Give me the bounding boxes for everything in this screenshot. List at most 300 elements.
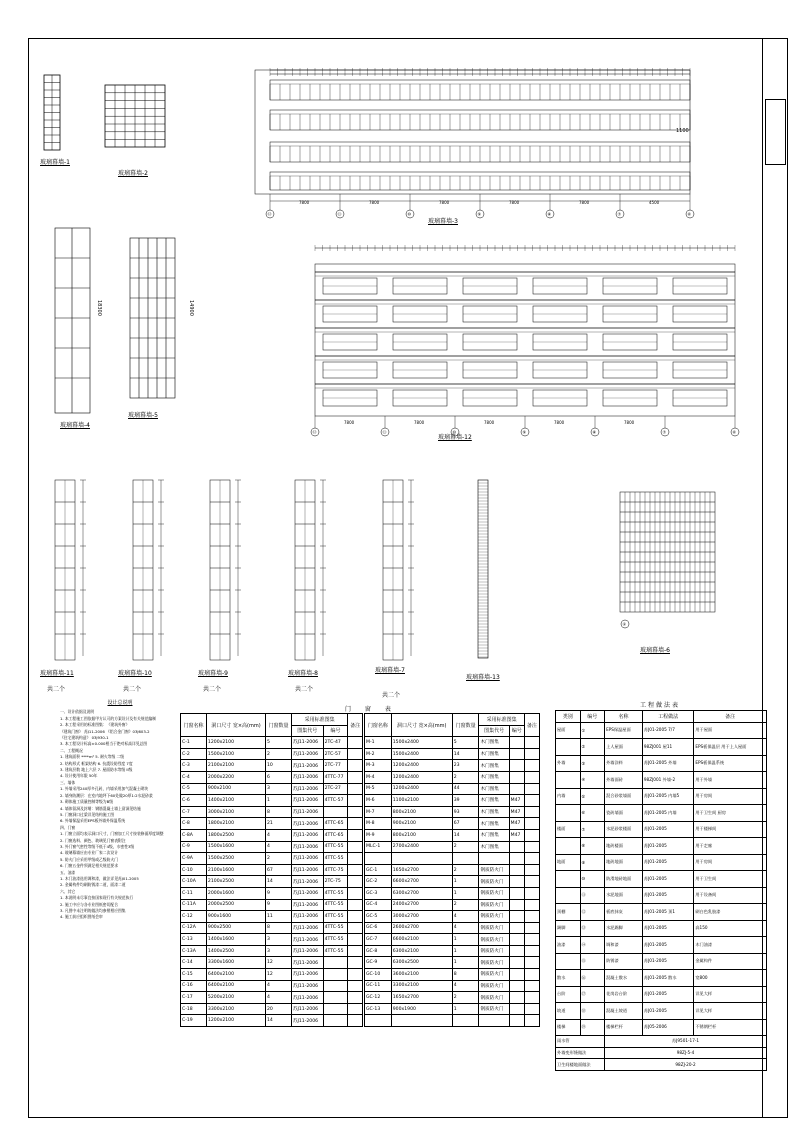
- window-table-cell: 木门图集: [479, 806, 509, 818]
- window-table-cell: M47: [509, 829, 524, 841]
- window-table-cell: [509, 853, 524, 865]
- note-line: 1. 本工程施工图依据甲方认可的方案设计及有关规范编制: [60, 715, 156, 721]
- svg-text:⑫: ⑫: [312, 429, 317, 435]
- window-table-cell: 钢质防火门: [479, 969, 509, 981]
- materials-cell: ⑱: [580, 1003, 605, 1020]
- note-line: 三、墙体: [60, 779, 76, 785]
- curtain-wall-8-elevation: [290, 480, 340, 665]
- materials-cell: 顶棚: [556, 904, 581, 921]
- materials-cell: ②: [580, 739, 605, 756]
- materials-cell: 瓷砖墙面: [605, 805, 643, 822]
- window-table-cell: M-2: [365, 748, 392, 760]
- window-table-header: 门窗数量: [265, 714, 291, 737]
- window-table-cell: 4TTC-55: [323, 945, 348, 957]
- curtain-wall-3-elevation: [245, 62, 715, 227]
- materials-cell: ⑩: [580, 871, 605, 888]
- materials-cell: 用于楼梯间: [694, 821, 767, 838]
- window-table-cell: 2400x2700: [391, 899, 452, 911]
- materials-footer-row: [556, 1059, 767, 1071]
- window-table-cell: 1200x2400: [391, 771, 452, 783]
- window-table-cell: M-9: [365, 829, 392, 841]
- window-table-cell: 1500x1600: [206, 841, 265, 853]
- window-table-cell: [524, 957, 539, 969]
- window-table-cell: [323, 806, 348, 818]
- window-table-cell: GC-5: [365, 911, 392, 923]
- window-table-row: [365, 853, 540, 865]
- window-table-cell: 1800x2500: [206, 829, 265, 841]
- window-table-cell: C-19: [181, 1015, 207, 1027]
- materials-cell: [556, 772, 581, 789]
- window-table-cell: 12: [265, 969, 291, 981]
- materials-cell: 地面: [556, 854, 581, 871]
- window-table-cell: [524, 748, 539, 760]
- curtain-wall-9-label: 玻璃幕墙-9: [198, 670, 228, 677]
- window-table-cell: [509, 922, 524, 934]
- curtain-wall-4-elevation: [50, 228, 110, 418]
- window-table-cell: 钢质防火门: [479, 992, 509, 1004]
- window-table-cell: 2: [265, 853, 291, 865]
- window-table-cell: [348, 911, 363, 923]
- materials-cell: 板底抹灰: [605, 904, 643, 921]
- note-line: 5. 门窗洞口过梁详见结构施工图: [60, 811, 115, 817]
- window-table-cell: GC-7: [365, 934, 392, 946]
- window-table-cell: 14: [265, 1015, 291, 1027]
- window-table-cell: C-17: [181, 992, 207, 1004]
- curtain-wall-12-label: 玻璃幕墙-12: [438, 434, 472, 441]
- svg-text:⑥: ⑥: [732, 429, 737, 435]
- window-table-cell: M47: [509, 795, 524, 807]
- note-line: 1. 本说明未尽事宜按国家现行有关规范执行: [60, 895, 134, 901]
- window-table-cell: 2000x1600: [206, 887, 265, 899]
- materials-cell: 高150: [694, 920, 767, 937]
- window-table-cell: [524, 980, 539, 992]
- window-table-cell: [348, 806, 363, 818]
- window-table-cell: 苏J11-2006: [291, 771, 323, 783]
- materials-cell: [556, 887, 581, 904]
- note-line: 4. 施工前应组织图纸会审: [60, 914, 103, 920]
- window-table-cell: [524, 911, 539, 923]
- window-table-header: 门窗名称: [181, 714, 207, 737]
- window-table-row: [365, 934, 540, 946]
- window-table-cell: 2TC-77: [323, 760, 348, 772]
- window-table-cell: 20: [265, 1003, 291, 1015]
- window-table-cell: 1: [452, 934, 479, 946]
- note-line: 4. 墙体留洞及封堵：钢筋混凝土墙上留洞见结施: [60, 805, 141, 811]
- window-table-cell: 6600x2700: [391, 876, 452, 888]
- materials-cell: 98ZJ001 屋11: [642, 739, 693, 756]
- window-table-cell: M-4: [365, 771, 392, 783]
- window-table-cell: 苏J11-2006: [291, 899, 323, 911]
- window-table-cell: 1: [452, 945, 479, 957]
- note-line: 6. 外墙保温采用EPS板外墙外保温系统: [60, 818, 126, 824]
- window-table-cell: 12: [265, 957, 291, 969]
- window-table-cell: [509, 876, 524, 888]
- materials-cell: 98ZJ001 外墙-2: [642, 772, 693, 789]
- window-table-row: [181, 899, 363, 911]
- note-line: 二、工程概况: [60, 747, 83, 753]
- curtain-wall-6-label: 玻璃幕墙-6: [640, 647, 670, 654]
- window-table-subheader: 编号: [323, 725, 348, 737]
- window-table-cell: 4: [265, 992, 291, 1004]
- svg-text:⑪: ⑪: [382, 429, 387, 435]
- window-table-cell: 2: [452, 864, 479, 876]
- materials-row: [556, 970, 767, 987]
- materials-cell: 苏J01-2005: [642, 986, 693, 1003]
- window-table-cell: GC-10: [365, 969, 392, 981]
- window-table-cell: 1100x2100: [391, 795, 452, 807]
- window-table-row: [365, 945, 540, 957]
- window-table-cell: GC-3: [365, 887, 392, 899]
- materials-cell: 苏J01-2005 散水: [642, 970, 693, 987]
- window-table-cell: 2600x2700: [391, 922, 452, 934]
- window-table-cell: [348, 922, 363, 934]
- svg-text:⑪: ⑪: [337, 211, 342, 217]
- window-table-cell: [524, 1015, 539, 1027]
- window-table-cell: GC-9: [365, 957, 392, 969]
- window-table-row: [181, 887, 363, 899]
- window-table-cell: [509, 737, 524, 749]
- window-table-cell: [348, 760, 363, 772]
- materials-cell: [556, 805, 581, 822]
- svg-text:①: ①: [622, 621, 627, 627]
- window-table-cell: 苏J11-2006: [291, 760, 323, 772]
- svg-text:⑨: ⑨: [522, 429, 527, 435]
- materials-cell: ⑦: [580, 821, 605, 838]
- materials-cell: 外墙: [556, 755, 581, 772]
- window-table-cell: [524, 806, 539, 818]
- note-line: 4. 玻璃幕墙应由专业厂家二次设计: [60, 850, 118, 856]
- materials-cell: EPS板保温系统: [694, 755, 767, 772]
- window-table-cell: [365, 853, 392, 865]
- window-table-cell: [509, 1003, 524, 1015]
- materials-cell: 木门油漆: [694, 937, 767, 954]
- window-table-row: [365, 737, 540, 749]
- window-table-cell: 4TTC-65: [323, 829, 348, 841]
- svg-text:4500: 4500: [649, 200, 660, 205]
- materials-cell: 混凝土散水: [605, 970, 643, 987]
- window-table-cell: [524, 887, 539, 899]
- window-table-cell: 2: [452, 899, 479, 911]
- curtain-wall-13-elevation: [478, 480, 508, 660]
- window-table-cell: 苏J11-2006: [291, 853, 323, 865]
- window-table-cell: [524, 771, 539, 783]
- materials-cell: 用于设备间: [694, 887, 767, 904]
- window-table-cell: 木门图集: [479, 841, 509, 853]
- window-table-cell: 1200x2400: [391, 760, 452, 772]
- window-table-cell: GC-6: [365, 922, 392, 934]
- window-table-row: [181, 841, 363, 853]
- materials-cell: 苏J01-2005 外墙: [642, 755, 693, 772]
- window-table-cell: [509, 934, 524, 946]
- window-table-cell: [348, 876, 363, 888]
- curtain-wall-9-elevation: [205, 480, 255, 665]
- materials-cell: 苏J01-2005: [642, 887, 693, 904]
- window-table-cell: 6400x2100: [206, 980, 265, 992]
- window-table-cell: 2: [265, 748, 291, 760]
- materials-cell: 苏J01-2005 顶1: [642, 904, 693, 921]
- window-table-cell: [348, 980, 363, 992]
- materials-footer-value: 苏J9501-17-1: [605, 1036, 767, 1048]
- window-table-cell: [348, 818, 363, 830]
- window-table-cell: 苏J11-2006: [291, 795, 323, 807]
- window-table-cell: GC-1: [365, 864, 392, 876]
- window-table-cell: 4: [265, 841, 291, 853]
- curtain-wall-10-label: 玻璃幕墙-10: [118, 670, 152, 677]
- window-table-cell: 钢质防火门: [479, 887, 509, 899]
- window-table-row: [181, 980, 363, 992]
- materials-cell: 防锈漆: [605, 953, 643, 970]
- window-table-cell: 3300x1600: [206, 957, 265, 969]
- window-table-cell: 900x2100: [206, 783, 265, 795]
- materials-footer-value: 98ZJ-5-4: [605, 1047, 767, 1059]
- window-table-cell: 苏J11-2006: [291, 992, 323, 1004]
- window-table-cell: 1500x2400: [391, 748, 452, 760]
- window-table-row: [181, 945, 363, 957]
- window-table-cell: 苏J11-2006: [291, 934, 323, 946]
- svg-text:⑩: ⑩: [407, 211, 412, 217]
- cw3-top-dim: 1100: [676, 128, 689, 134]
- window-table-cell: 21: [265, 818, 291, 830]
- window-table-cell: C-7: [181, 806, 207, 818]
- window-table-cell: [348, 864, 363, 876]
- materials-cell: 苏J01-2005 内墙: [642, 805, 693, 822]
- window-table-row: [181, 876, 363, 888]
- window-table-left: [180, 713, 363, 1027]
- window-table-cell: [323, 957, 348, 969]
- window-table-cell: [524, 841, 539, 853]
- window-table-header: 采用标准图集: [291, 714, 347, 726]
- materials-cell: ⑯: [580, 970, 605, 987]
- materials-cell: 苏J01-2005: [642, 871, 693, 888]
- materials-cell: 台阶: [556, 986, 581, 1003]
- materials-footer-label: 雨水管: [556, 1036, 605, 1048]
- curtain-wall-10-count: 共二个: [123, 686, 142, 693]
- window-table-cell: [391, 1015, 452, 1027]
- note-line: 2. 施工中应与各专业图纸密切配合: [60, 901, 118, 907]
- curtain-wall-8-label: 玻璃幕墙-8: [288, 670, 318, 677]
- window-table-cell: 3: [265, 945, 291, 957]
- window-table-cell: [348, 969, 363, 981]
- note-line: 1. 木门油漆选用调和漆，做法详见苏J01-2005: [60, 875, 139, 881]
- materials-cell: 楼面: [556, 821, 581, 838]
- cw4-height-dim: 18300: [96, 300, 102, 316]
- notes-title: 设计总说明: [107, 700, 133, 706]
- window-table-cell: [323, 969, 348, 981]
- window-table-cell: [509, 760, 524, 772]
- window-table-cell: 67: [452, 818, 479, 830]
- window-table-cell: [348, 945, 363, 957]
- window-table-cell: 4: [452, 922, 479, 934]
- materials-cell: 不锈钢栏杆: [694, 1019, 767, 1036]
- materials-cell: 详见大样: [694, 986, 767, 1003]
- materials-cell: ③: [580, 755, 605, 772]
- window-table-cell: 4TTC-55: [323, 841, 348, 853]
- materials-cell: 苏J01-2005: [642, 854, 693, 871]
- materials-cell: 屋面: [556, 722, 581, 739]
- note-line: 1. 门窗立面均表示洞口尺寸，门窗加工尺寸按装修面厚度调整: [60, 831, 164, 837]
- window-table-cell: GC-13: [365, 1003, 392, 1015]
- window-table-cell: [509, 980, 524, 992]
- window-table-row: [365, 841, 540, 853]
- note-line: 《住宅建筑构造》 03J930-1: [60, 735, 109, 741]
- window-table-cell: 钢质防火门: [479, 1003, 509, 1015]
- window-table-row: [181, 1015, 363, 1027]
- window-table-cell: 900x2500: [206, 922, 265, 934]
- window-table-cell: 2TC-47: [323, 737, 348, 749]
- window-table-cell: 2100x1600: [206, 864, 265, 876]
- note-line: 3. 建筑层数 地上六层 7. 屋面防水等级 II级: [60, 767, 133, 773]
- title-cell: [765, 99, 786, 165]
- window-table-cell: [509, 899, 524, 911]
- materials-cell: [556, 953, 581, 970]
- window-table-cell: [509, 992, 524, 1004]
- window-table-cell: [348, 737, 363, 749]
- window-table-row: [365, 806, 540, 818]
- materials-cell: ④: [580, 772, 605, 789]
- materials-cell: ⑮: [580, 953, 605, 970]
- window-table-cell: 1650x2700: [391, 864, 452, 876]
- note-line: 《建筑门窗》 苏J11-2006 《铝合金门窗》03J603-2: [60, 728, 150, 734]
- materials-header: 备注: [694, 711, 767, 723]
- curtain-wall-8-count: 共二个: [295, 686, 314, 693]
- materials-cell: 内墙: [556, 788, 581, 805]
- window-table-cell: 8: [265, 806, 291, 818]
- svg-text:7800: 7800: [369, 200, 380, 205]
- materials-table: [555, 710, 767, 1071]
- materials-row: [556, 739, 767, 756]
- window-table-row: [365, 887, 540, 899]
- note-line: 2. 门窗选料、颜色、玻璃见门窗表附注: [60, 837, 126, 843]
- materials-cell: 苏J01-2005 内墙5: [642, 788, 693, 805]
- svg-text:7800: 7800: [439, 200, 450, 205]
- window-table-cell: 钢质防火门: [479, 934, 509, 946]
- window-table-cell: 苏J11-2006: [291, 945, 323, 957]
- window-table-cell: 木门图集: [479, 748, 509, 760]
- svg-text:⑦: ⑦: [662, 429, 667, 435]
- window-table-cell: 900x2100: [391, 818, 452, 830]
- design-notes: [60, 700, 180, 921]
- window-table-row: [365, 922, 540, 934]
- window-table-cell: 钢质防火门: [479, 980, 509, 992]
- window-table-cell: 2700x2400: [391, 841, 452, 853]
- window-table-cell: 4TTC-75: [323, 864, 348, 876]
- curtain-wall-3-label: 玻璃幕墙-3: [428, 218, 458, 225]
- window-table-row: [365, 957, 540, 969]
- materials-cell: 油漆: [556, 937, 581, 954]
- window-table-cell: [509, 771, 524, 783]
- window-table-cell: GC-12: [365, 992, 392, 1004]
- window-table-cell: 4: [265, 980, 291, 992]
- window-table-cell: 苏J11-2006: [291, 783, 323, 795]
- window-table-cell: 苏J11-2006: [291, 748, 323, 760]
- note-line: 2. 结构形式 框架结构 6. 抗震设防烈度 7度: [60, 760, 133, 766]
- window-table-cell: [524, 760, 539, 772]
- svg-text:7800: 7800: [624, 420, 635, 425]
- window-table-cell: [323, 1015, 348, 1027]
- window-table-cell: 苏J11-2006: [291, 911, 323, 923]
- window-table-cell: 1: [452, 876, 479, 888]
- materials-row: [556, 755, 767, 772]
- note-line: 5. 防火门应采用甲级或乙级防火门: [60, 856, 118, 862]
- window-table-cell: [524, 934, 539, 946]
- svg-text:⑫: ⑫: [267, 211, 272, 217]
- window-table-cell: C-3: [181, 760, 207, 772]
- materials-cell: 刷白色乳胶漆: [694, 904, 767, 921]
- note-line: 4. 设计使用年限 50年: [60, 773, 98, 779]
- window-table-cell: [323, 1003, 348, 1015]
- window-table-cell: 苏J11-2006: [291, 957, 323, 969]
- svg-text:⑩: ⑩: [452, 429, 457, 435]
- window-table-row: [181, 853, 363, 865]
- window-table-cell: C-14: [181, 957, 207, 969]
- window-table-cell: 木门图集: [479, 783, 509, 795]
- note-line: 3. 凡图中未注明的做法均参照相应图集: [60, 908, 126, 913]
- svg-text:⑥: ⑥: [687, 211, 692, 217]
- window-table-cell: 9: [265, 899, 291, 911]
- window-table-cell: 2000x2500: [206, 899, 265, 911]
- window-table-cell: [524, 1003, 539, 1015]
- materials-cell: ⑫: [580, 904, 605, 921]
- window-table-cell: M47: [509, 818, 524, 830]
- window-table-cell: [452, 1015, 479, 1027]
- window-table-cell: 钢质防火门: [479, 864, 509, 876]
- materials-cell: 外墙涂料: [605, 755, 643, 772]
- note-line: 六、其它: [60, 888, 76, 894]
- curtain-wall-1-label: 玻璃幕墙-1: [40, 159, 70, 166]
- svg-text:⑦: ⑦: [617, 211, 622, 217]
- materials-row: [556, 887, 767, 904]
- window-table-cell: [365, 1015, 392, 1027]
- window-table-cell: [348, 887, 363, 899]
- window-table-cell: 93: [452, 806, 479, 818]
- window-table-cell: C-6: [181, 795, 207, 807]
- window-table-cell: 4TTC-55: [323, 887, 348, 899]
- curtain-wall-10-elevation: [128, 480, 178, 665]
- svg-text:7800: 7800: [554, 420, 565, 425]
- window-table-cell: C-9: [181, 841, 207, 853]
- note-line: 2. 墙身防潮层：在室内地坪下60处做20厚1:2水泥砂浆: [60, 792, 153, 798]
- window-table-cell: C-16: [181, 980, 207, 992]
- window-table-cell: 木门图集: [479, 795, 509, 807]
- materials-cell: 详见大样: [694, 1003, 767, 1020]
- window-table-cell: [524, 864, 539, 876]
- materials-cell: 散水: [556, 970, 581, 987]
- window-table-cell: 3000x2100: [206, 806, 265, 818]
- materials-row: [556, 953, 767, 970]
- window-table-cell: 1: [452, 1003, 479, 1015]
- notes-body: [60, 709, 180, 920]
- window-table-cell: 900x1600: [206, 911, 265, 923]
- window-table-cell: 木门图集: [479, 818, 509, 830]
- window-table-cell: [509, 864, 524, 876]
- window-table-row: [365, 911, 540, 923]
- window-table-cell: C-1: [181, 737, 207, 749]
- window-table-cell: 1400x2500: [206, 945, 265, 957]
- window-table-cell: 苏J11-2006: [291, 969, 323, 981]
- window-table-row: [181, 864, 363, 876]
- window-table-cell: M-6: [365, 795, 392, 807]
- window-table-row: [181, 760, 363, 772]
- materials-cell: 苏J05-2006: [642, 1019, 693, 1036]
- curtain-wall-9-count: 共二个: [203, 686, 222, 693]
- window-table-cell: 44: [452, 783, 479, 795]
- window-table-cell: [348, 1003, 363, 1015]
- window-table-cell: 6300x2700: [391, 887, 452, 899]
- materials-row: [556, 821, 767, 838]
- window-table-cell: [348, 899, 363, 911]
- window-table-cell: 苏J11-2006: [291, 841, 323, 853]
- window-table-cell: C-2: [181, 748, 207, 760]
